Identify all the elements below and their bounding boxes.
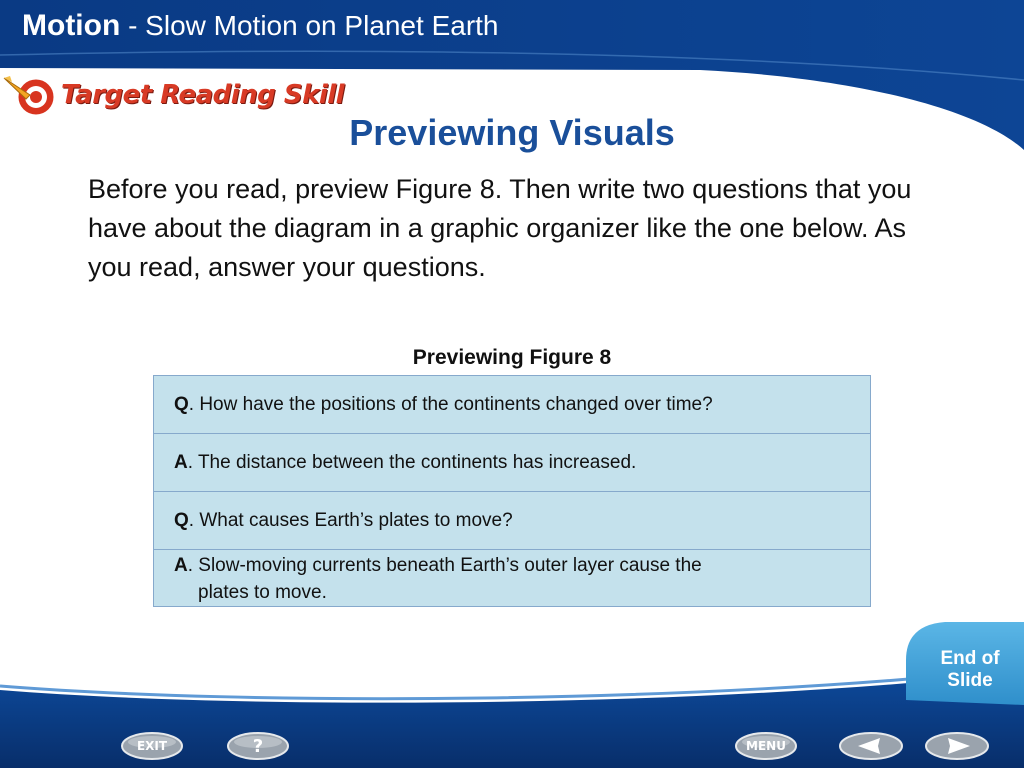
row-text: . Slow-moving currents beneath Earth’s outer layer cause the <box>187 555 702 576</box>
next-button[interactable] <box>924 731 990 761</box>
row-letter: Q <box>174 394 189 415</box>
end-of-slide-button[interactable] <box>930 648 1010 692</box>
header-title-sub: - Slow Motion on Planet Earth <box>120 10 499 41</box>
row-text-continued: plates to move. <box>198 582 327 603</box>
slide-heading: Previewing Visuals <box>349 112 675 153</box>
help-icon: ? <box>252 735 264 757</box>
organizer-row <box>154 434 870 492</box>
end-of-slide-label-1: End of <box>940 648 1000 669</box>
row-text: . How have the positions of the continents changed over time? <box>188 394 713 415</box>
row-letter: A <box>174 452 188 473</box>
help-button[interactable] <box>226 731 290 761</box>
end-of-slide-label-2: Slide <box>947 670 993 691</box>
header-title-main: Motion <box>22 9 121 42</box>
organizer-row <box>154 550 870 606</box>
previous-button[interactable] <box>838 731 904 761</box>
exit-label: EXIT <box>136 739 168 753</box>
header-title <box>22 9 499 43</box>
row-letter: A <box>174 555 188 576</box>
row-text: . The distance between the continents has increased. <box>187 452 637 473</box>
menu-button[interactable] <box>734 731 798 761</box>
menu-label: MENU <box>746 739 786 753</box>
intro-paragraph: Before you read, preview Figure 8. Then write two questions that you have about the diagram in a graphic organizer like the one below. As you read, answer your questions. <box>88 174 912 282</box>
organizer-row <box>154 376 870 434</box>
figure-caption: Previewing Figure 8 <box>412 346 612 369</box>
organizer-row <box>154 492 870 550</box>
row-text: . What causes Earth’s plates to move? <box>188 510 513 531</box>
target-reading-skill-label: Target Reading Skill <box>61 80 345 110</box>
graphic-organizer <box>153 375 871 607</box>
row-letter: Q <box>174 510 189 531</box>
exit-button[interactable] <box>120 731 184 761</box>
